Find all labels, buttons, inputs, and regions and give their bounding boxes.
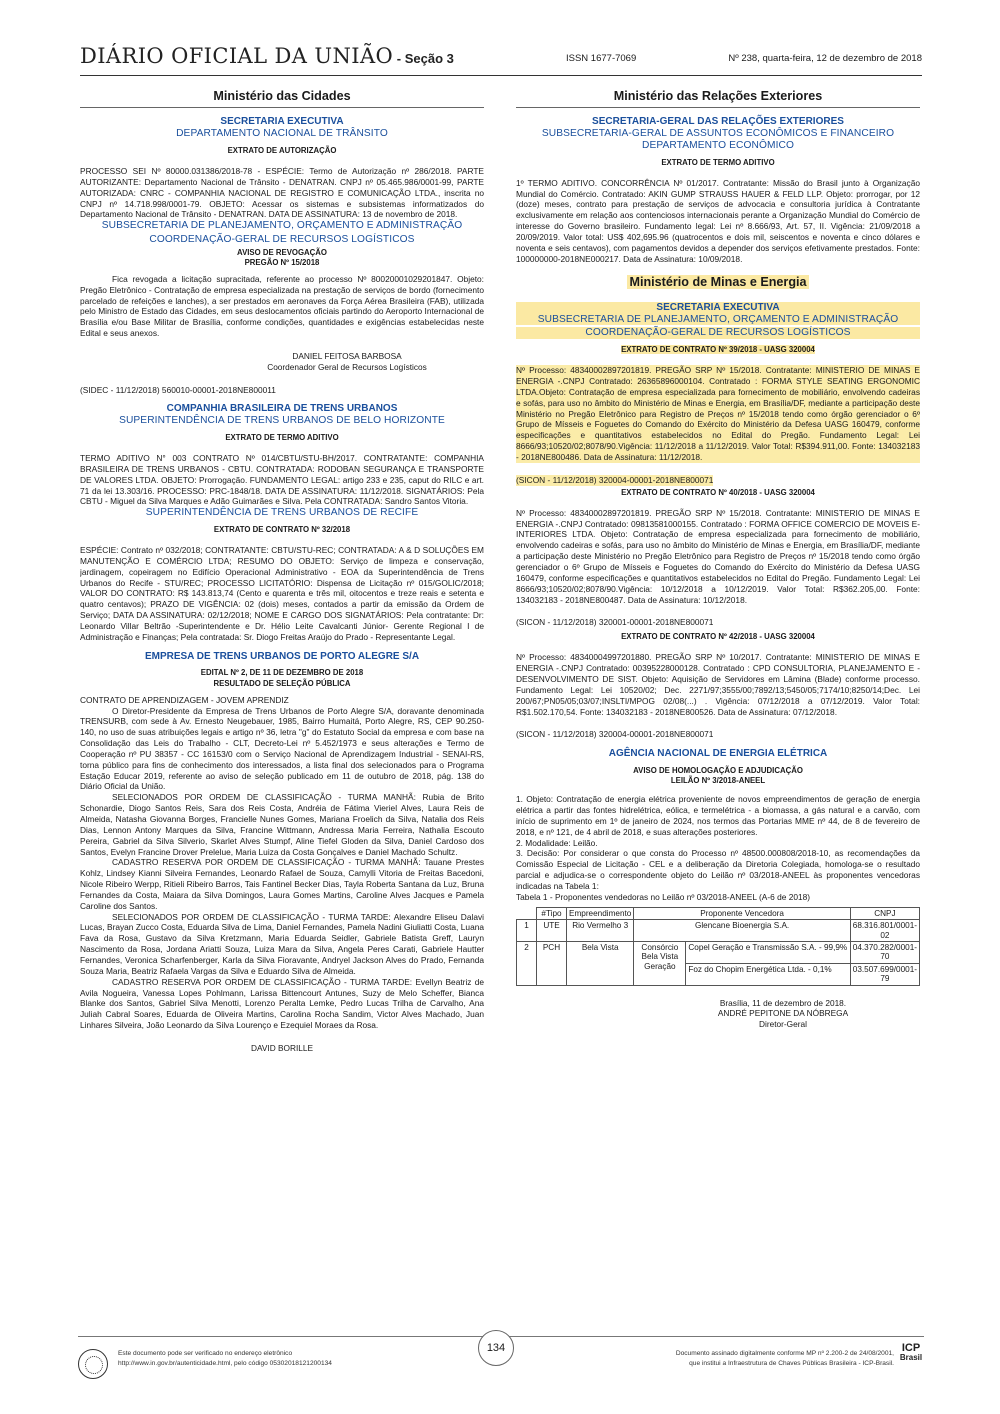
act-title-line: RESULTADO DE SELEÇÃO PÚBLICA <box>213 678 351 688</box>
act-text: 3. Decisão: Por considerar o que consta do Processo nº 48500.000808/2018-10, as recomendações da Comissão Especial de Licitação - CEL e a deliberação da Diretoria Colegiada, homologa-se o resultado parcial e adjudica-se o correspondente objeto do Leilão nº 03/2018-ANEEL às proponentes vencedoras indicadas na Tabela 1: <box>516 848 920 892</box>
table-row <box>517 941 920 963</box>
act-text: SELECIONADOS POR ORDEM DE CLASSIFICAÇÃO - TURMA TARDE: Alexandre Eliseu Dalavi Lucas, Brayan Zucco Costa, Eduarda Silva de Lima, Daniel Fernandes, Pamela Nadini Giuliatti Costa, Luana Fava da Rosa, Gustavo da Silva Kretzmann, Maria Eduarda Seidler, Gabriele Batista Greff, Lauryn Nascimento da Rosa, Jordana Ariatti Souza, Luiza Mara da Silva, Angela Peres Carati, Gabriele Hautter Fernandes, Veronica Scharfenberger, Karla da Silva Fioravante, Andryel Jackson Alves do Prado, Fernanda Souza Maria, Beatriz Rafaela Vargas da Silva e Eduardo Silva de Almeida. <box>80 911 484 976</box>
table-header-cell: CNPJ <box>850 907 919 919</box>
act-text: PROCESSO SEI Nº 80000.031386/2018-78 - ESPÉCIE: Termo de Autorização nº 286/2018. PARTE AUTORIZANTE: Departamento Nacional de Trânsito - DENATRAN. CNPJ nº 05.465.986/0001-99, PARTE AUTORIZADA: CNRC - COMPANHIA NACIONAL DE REGISTRO E COMUNICAÇÃO LTDA., inscrita no CNPJ nº 14.718.998/0001-79. OBJETO: Acessar os sistemas e subsistemas informatizados do Departamento Nacional de Trânsito - DENATRAN. DATA DE ASSINATURA: 13 de novembro de 2018. <box>80 166 484 220</box>
table-row <box>517 920 920 942</box>
signatory-name: DANIEL FEITOSA BARBOSA <box>292 350 402 361</box>
republic-seal-icon <box>78 1349 108 1379</box>
masthead-section: - Seção 3 <box>393 51 454 66</box>
act-text: Nº Processo: 48340002897201819. PREGÃO SRP Nº 15/2018. Contratante: MINISTERIO DE MINAS E ENERGIA -.CNPJ Contratado: 26365896000104. Contratado : FORMA STYLE SEATING ERGONOMIC LTDA.Objeto: Contratação de empresa especializada para fornecimento de mobiliário, envolvendo cadeiras e sofás, para uso no âmbito do Ministério de Minas e Energia, em Brasília/DF, mediante a participação deste Ministério no Pregão Eletrônico para Registro de Preços nº 15/2018 tendo como órgão gerenciador o 6º Grupo de Mísseis e Foguetes do Comando do Exército do Ministério da Defesa UASG 160479, conforme especificações e quantitativos estabelecidos no Edital do Pregão. Fundamento Legal: Lei 8666/93;10520/02;8078/90.Vigência: 11/12/2018 a 11/12/2019. Valor Total: R$394.911,00. Fonte: 134032183 - 2018NE800486. Data de Assinatura: 11/12/2018. <box>516 365 920 462</box>
org-subtitle: DEPARTAMENTO ECONÔMICO <box>641 139 794 151</box>
table-cell: Rio Vermelho 3 <box>567 920 634 942</box>
act-title: EXTRATO DE CONTRATO Nº 40/2018 - UASG 320004 <box>621 487 815 497</box>
table-cell: Bela Vista <box>567 941 634 985</box>
act-text: CONTRATO DE APRENDIZAGEM - JOVEM APRENDIZ <box>80 694 289 705</box>
act-text: CADASTRO RESERVA POR ORDEM DE CLASSIFICAÇÃO - TURMA MANHÃ: Tauane Prestes Kohlz, Lindsey Kianni Silveira Fernandes, Leonardo Rafael de Souza, Camylli Vitoria de Freitas Bacedoni, Nicole Ribeiro Werpp, Ritieli Ribeiro Barros, Tais Fantinel Becker Dias, Tayla Roberta Santana da Luz, Bruna Fernandes da Costa, Maiara da Silva Domingos, Laura Gomes Martins, Caroline Alves Jacques e Pamela Caroline dos Santos. <box>80 857 484 911</box>
act-title <box>516 345 920 355</box>
org-subtitle <box>516 314 920 326</box>
issue-info: Nº 238, quarta-feira, 12 de dezembro de 2018 <box>728 53 922 64</box>
act-title-line: LEILÃO Nº 3/2018-ANEEL <box>670 776 766 786</box>
icp-logo-text: ICP <box>901 1342 921 1354</box>
act-title <box>80 248 484 268</box>
table-header-cell <box>517 907 537 919</box>
act-text: 1. Objeto: Contratação de energia elétrica proveniente de novos empreendimentos de geração de energia elétrica a partir das fontes hidrelétrica, eólica, e termelétrica - a biomassa, a gás natural e a carvão, com início de suprimento em 1º de janeiro de 2024, nos termos das Portarias MME nº 44, de 8 de fevereiro de 2018, e nº 121, de 4 abril de 2018, e suas alterações posteriores. <box>516 794 920 837</box>
table-cell: Copel Geração e Transmissão S.A. - 99,9% <box>686 941 850 963</box>
org-subtitle: SUPERINTENDÊNCIA DE TRENS URBANOS DE BELO HORIZONTE <box>119 415 445 427</box>
act-text: Nº Processo: 48340002897201819. PREGÃO SRP Nº 15/2018. Contratante: MINISTERIO DE MINAS E ENERGIA -.CNPJ Contratado: 09813581000155. Contratado : FORMA OFFICE COMERCIO DE MOVEIS E-INTERIORES LTDA. Objeto: Contratação de empresa especializada para fornecimento de mobiliário, envolvendo cadeiras e sofás, para uso no âmbito do Ministério de Minas e Energia, em Brasília/DF, mediante a participação deste Ministério no Pregão Eletrônico para Registro de Preços nº 15/2018 tendo como órgão gerenciador o 6º Grupo de Mísseis e Foguetes do Comando do Exército do Ministério da Defesa UASG 160479, conforme especificações e quantitativos estabelecidos no Edital do Pregão. Fundamento Legal: Lei 8666/93;10520/02;8078/90.Vigência: 10/12/2018 a 10/12/2019. Valor Total: R$362.205,00. Fonte: 134032183 - 2018NE800487. Data de Assinatura: 10/12/2018. <box>516 507 920 605</box>
table-cell: 04.370.282/0001-70 <box>850 941 919 963</box>
signatory <box>516 998 920 1030</box>
table-cell: Consórcio Bela Vista Geração <box>634 941 686 985</box>
table-cell: 2 <box>517 941 537 985</box>
place-date: Brasília, 11 de dezembro de 2018. <box>719 997 847 1008</box>
act-title-line: AVISO DE REVOGAÇÃO <box>237 247 327 257</box>
page-header <box>80 40 922 76</box>
signatory-role: Diretor-Geral <box>759 1019 807 1030</box>
table-header-cell: Empreendimento <box>567 907 634 919</box>
system-reference: (SICON - 11/12/2018) 320001-00001-2018NE800071 <box>516 617 714 628</box>
icp-logo-subtext: Brasil <box>899 1353 923 1362</box>
signatory-role: Coordenador Geral de Recursos Logísticos <box>267 361 427 372</box>
org-subtitle <box>516 327 920 339</box>
act-title: EXTRATO DE CONTRATO Nº 42/2018 - UASG 320004 <box>621 632 815 642</box>
act-text: CADASTRO RESERVA POR ORDEM DE CLASSIFICAÇÃO - TURMA TARDE: Evellyn Beatriz de Avila Nogueira, Vanessa Lopes Pohlmann, Larissa Bittencourt Antunes, Suzy de Melo Scheffer, Bianca Blanke dos Santos, Gabriel Silva Menotti, Lorenzo Peralta Lemke, Pedro Lucas Trilha de Carvalho, Ana Juliah Cabral Soares, Eduarda de Oliveira Martins, Carolina Rocha Sandim, Victor Alves Machado, Juan Linhares Silveira, João Leonardo da Silva Lourenço e Ezequiel Moraes da Rosa. <box>80 976 484 1031</box>
act-title-text: EXTRATO DE CONTRATO Nº 39/2018 - UASG 320004 <box>621 345 815 355</box>
act-title <box>80 668 484 688</box>
signature-note <box>514 1349 894 1368</box>
org-title: SECRETARIA EXECUTIVA <box>220 116 344 128</box>
act-title: EXTRATO DE TERMO ADITIVO <box>661 157 775 167</box>
act-title-line: AVISO DE HOMOLOGAÇÃO E ADJUDICAÇÃO <box>633 766 803 776</box>
table-cell: UTE <box>537 920 567 942</box>
org-title: COMPANHIA BRASILEIRA DE TRENS URBANOS <box>166 403 398 415</box>
act-text: 1º TERMO ADITIVO. CONCORRÊNCIA Nº 01/2017. Contratante: Missão do Brasil junto à Organização Mundial do Comércio. Contratado: AKIN GUMP STRAUSS HAUER & FELD LLP. Objeto: prorrogar, por 12 (doze) meses, contrato para prestação de serviços de advocacia e consultoria jurídica à Contratante exclusivamente em relação aos contenciosos internacionais perante a Organização Mundial do Comércio de interesse do Governo brasileiro. Fundamento legal: Lei nº 8.666/93, Art. 57, II. Vigência: 21/09/2018 a 20/09/2019. Valor total: US$ 402,695.96 (quatrocentos e dois mil, seiscentos e noventa e cinco dólares e noventa e seis centavos), com pagamentos devidos a depender dos serviços efetivamente prestados. Fonte: 100000000-2018NE000217. Data de Assinatura: 10/09/2018. <box>516 177 920 264</box>
signatory-name: ANDRÉ PEPITONE DA NÓBREGA <box>717 1008 849 1019</box>
act-text: Fica revogada a licitação supracitada, referente ao processo Nº 80020001029201847. Objeto: Pregão Eletrônico - Contratação de empresa especializada na prestação de serviços de bordo (fornecimento parcelado de refeições e lanches), a ser prestados em aeronaves da Força Aérea Brasileira (FAB), utilizada pelo Ministro de Estado das Cidades, em seus deslocamentos oficiais partindo do Aeroporto Internacional de Brasília e/ou Base Militar de Brasília, conforme condições, quantidades e exigências estabelecidas neste Edital e seus anexos. <box>80 273 484 339</box>
act-title-line: EDITAL Nº 2, DE 11 DE DEZEMBRO DE 2018 <box>200 668 364 678</box>
ministry-title <box>516 266 920 293</box>
table-cell: PCH <box>537 941 567 985</box>
system-reference: (SICON - 11/12/2018) 320004-00001-2018NE800071 <box>516 474 714 485</box>
signature-line: Documento assinado digitalmente conforme MP nº 2.200-2 de 24/08/2001, <box>675 1350 894 1357</box>
table-header-cell: Proponente Vencedora <box>634 907 850 919</box>
act-text: Nº Processo: 48340004997201880. PREGÃO SRP Nº 10/2017. Contratante: MINISTERIO DE MINAS E ENERGIA -.CNPJ Contratado: 00395228000128. Contratado : CPD CONSULTORIA, PLANEJAMENTO E - DESENVOLVIMENTO DE SIST. Objeto: Aquisição de Servidores em Lâmina (Blade) conforme processo. Fundamento Legal: Lei 10520/02; Dec. 2271/97;3555/00;7892/13;5450/05;7174/10;8250/14;Dec. Lei 200/67;PN05/05;03/07;INSLTI/MPOG 02/08(...) . Vigência: 07/12/2018 a 07/12/2019. Valor Total: R$1.502.170,54. Fonte: 134032183 - 2018NE800526. Data de Assinatura: 07/12/2018. <box>516 652 920 717</box>
org-subtitle: COORDENAÇÃO-GERAL DE RECURSOS LOGÍSTICOS <box>149 233 415 245</box>
org-title: AGÊNCIA NACIONAL DE ENERGIA ELÉTRICA <box>608 748 828 760</box>
act-title: EXTRATO DE CONTRATO Nº 32/2018 <box>213 524 351 534</box>
verification-line: Este documento pode ser verificado no endereço eletrônico <box>118 1350 293 1357</box>
results-table <box>516 907 920 986</box>
act-text: ESPÉCIE: Contrato nº 032/2018; CONTRATANTE: CBTU/STU-REC; CONTRATADA: A & D SOLUÇÕES EM MANUTENÇÃO E COMÉRCIO LTDA; RESUMO DO OBJETO: Serviço de limpeza e conservação, jardinagem, copeiragem no Edifício Operacional Administrativo - EOA da Superintendência de Trens Urbanos do Recife - STU/REC; PROCESSO LICITATÓRIO: Dispensa de Licitação nº 015/GOLIC/2018; VALOR DO CONTRATO: R$ 143.813,74 (Cento e quarenta e três mil, oitocentos e treze reais e setenta e quatro centavos); PRAZO DE VIGÊNCIA: 02 (dois) meses, contados a partir da emissão da Ordem de Serviço; DATA DA ASSINATURA: 02/12/2018; NOME E CARGO DOS SIGNATÁRIOS: Pela contratante: Dr: Leonardo Villar Beltrão -Superintendente e Dr. Hélio Leite Cavalcanti Júnior- Gerente Regional I de Administração e Finanças; Pela contratada: Sr. Diogo Freitas Araújo do Prado - Representante Legal. <box>80 545 484 642</box>
verification-link[interactable]: http://www.in.gov.br/autenticidade.html, pelo código 05302018121200134 <box>118 1359 332 1367</box>
org-title-text: SECRETARIA EXECUTIVA <box>656 301 780 313</box>
act-text: TERMO ADITIVO N° 003 CONTRATO Nº 014/CBTU/STU-BH/2017. CONTRATANTE: COMPANHIA BRASILEIRA DE TRENS URBANOS - CBTU. CONTRATADA: RODOBAN SEGURANÇA E TRANSPORTE DE VALORES LTDA. OBJETO: Prorrogação. FUNDAMENTO LEGAL: artigo 233 e 235, caput do RILC e art. 71 da lei 13.303/16. PROCESSO: PRC-1848/18. DATA DE ASSINATURA: 11/12/2018. SIGNATÁRIOS: Pela CBTU - Miguel da Silva Marques e Adão Guimarães e Silva. Pela CONTRATADA: Sandro Santos Vitoria. <box>80 453 484 507</box>
right-column <box>516 80 920 1342</box>
act-title: EXTRATO DE AUTORIZAÇÃO <box>227 145 337 155</box>
org-subtitle: DEPARTAMENTO NACIONAL DE TRÂNSITO <box>176 128 388 140</box>
issn: ISSN 1677-7069 <box>566 53 637 64</box>
system-reference: (SICON - 11/12/2018) 320004-00001-2018NE800071 <box>516 729 714 740</box>
act-text: SELECIONADOS POR ORDEM DE CLASSIFICAÇÃO - TURMA MANHÃ: Rubia de Brito Schonardie, Diogo Santos Reis, Sara dos Reis Costa, Andréia de Fátima Vieriel Alves, Laura Reis de Almeida, Natasha Giovanna Borges, Francielle Nunes Gomes, Mariana Froelich da Silva, Natalia dos Reis Dias, Lennon Antony Marques da Silva, Francine Wittmann, Andressa Maria Ferreira, Nathalia Escouto Pereira, Gabriel da Silva Silverio, Skarlet Alves Stumpf, Aline Tiefel Gloden da Silva, Daniel Cardoso dos Santos, Evelyn Francine Drover Prelelue, Maria Luiza da Costa Gonçalves e Daniel Machado Schultz. <box>80 792 484 857</box>
org-subtitle: SUBSECRETARIA DE PLANEJAMENTO, ORÇAMENTO E ADMINISTRAÇÃO <box>101 220 463 232</box>
act-title: EXTRATO DE TERMO ADITIVO <box>225 432 339 442</box>
org-subtitle: SUBSECRETARIA-GERAL DE ASSUNTOS ECONÔMICOS E FINANCEIRO <box>541 128 895 140</box>
icp-brasil-logo-icon <box>898 1343 924 1377</box>
org-title <box>516 302 920 314</box>
ministry-title-text: Ministério de Minas e Energia <box>629 275 807 290</box>
org-title: EMPRESA DE TRENS URBANOS DE PORTO ALEGRE S/A <box>144 650 420 662</box>
table-caption: Tabela 1 - Proponentes vendedoras no Leilão nº 03/2018-ANEEL (A-6 de 2018) <box>516 891 811 902</box>
signatory <box>80 351 484 373</box>
masthead <box>80 44 454 68</box>
page-number: 134 <box>478 1330 514 1366</box>
org-subtitle-text: SUBSECRETARIA DE PLANEJAMENTO, ORÇAMENTO E ADMINISTRAÇÃO <box>537 313 899 325</box>
signatory-name: DAVID BORILLE <box>250 1042 314 1053</box>
table-header-cell: #Tipo <box>537 907 567 919</box>
table-cell: Foz do Chopim Energética Ltda. - 0,1% <box>686 963 850 985</box>
act-text: O Diretor-Presidente da Empresa de Trens Urbanos de Porto Alegre S/A, doravante denominada TRENSURB, com sede à Av. Ernesto Neugebauer, 1985, Bairro Humaitá, Porto Alegre, RS, CEP 90.250-140, no uso de suas atribuições legais e artigo nº 36, letra "g" do Estatuto Social da empresa e com base na Consolidação das Leis do Trabalho - CLT, Decreto-Lei nº 5.452/1973 e seus alterações e Termo de Cooperação nº PU 38357 - CC 16153/0 com o Serviço Nacional de Aprendizagem Industrial - SENAI-RS, torna público para fins de conhecimento dos interessados, a lista final dos selecionados para o Programa Estação Educar 2019, referente ao aviso de seleção publicado em 11 de outubro de 2018, pág. 138 do Diário Oficial da União. <box>80 705 484 792</box>
masthead-title: DIÁRIO OFICIAL DA UNIÃO <box>80 44 394 68</box>
act-title <box>516 766 920 786</box>
org-subtitle-text: COORDENAÇÃO-GERAL DE RECURSOS LOGÍSTICOS <box>585 327 851 339</box>
table-cell: Glencane Bioenergia S.A. <box>634 920 850 942</box>
org-title: SECRETARIA-GERAL DAS RELAÇÕES EXTERIORES <box>592 116 844 128</box>
table-cell: 68.316.801/0001-02 <box>850 920 919 942</box>
ministry-title: Ministério das Relações Exteriores <box>516 80 920 108</box>
system-reference: (SIDEC - 11/12/2018) 560010-00001-2018NE800011 <box>80 384 276 395</box>
org-subtitle: SUPERINTENDÊNCIA DE TRENS URBANOS DE RECIFE <box>145 507 419 519</box>
table-cell: 03.507.699/0001-79 <box>850 963 919 985</box>
act-text: 2. Modalidade: Leilão. <box>516 837 598 848</box>
left-column <box>80 80 484 1342</box>
highlighted-block <box>516 266 920 485</box>
act-title-line: PREGÃO Nº 15/2018 <box>244 257 320 267</box>
table-header-row <box>517 907 920 919</box>
page-footer <box>78 1336 924 1386</box>
verification-note <box>118 1349 498 1368</box>
table-cell: 1 <box>517 920 537 942</box>
signature-line: que institui a Infraestrutura de Chaves Públicas Brasileira - ICP-Brasil. <box>689 1359 894 1367</box>
ministry-title: Ministério das Cidades <box>80 80 484 108</box>
